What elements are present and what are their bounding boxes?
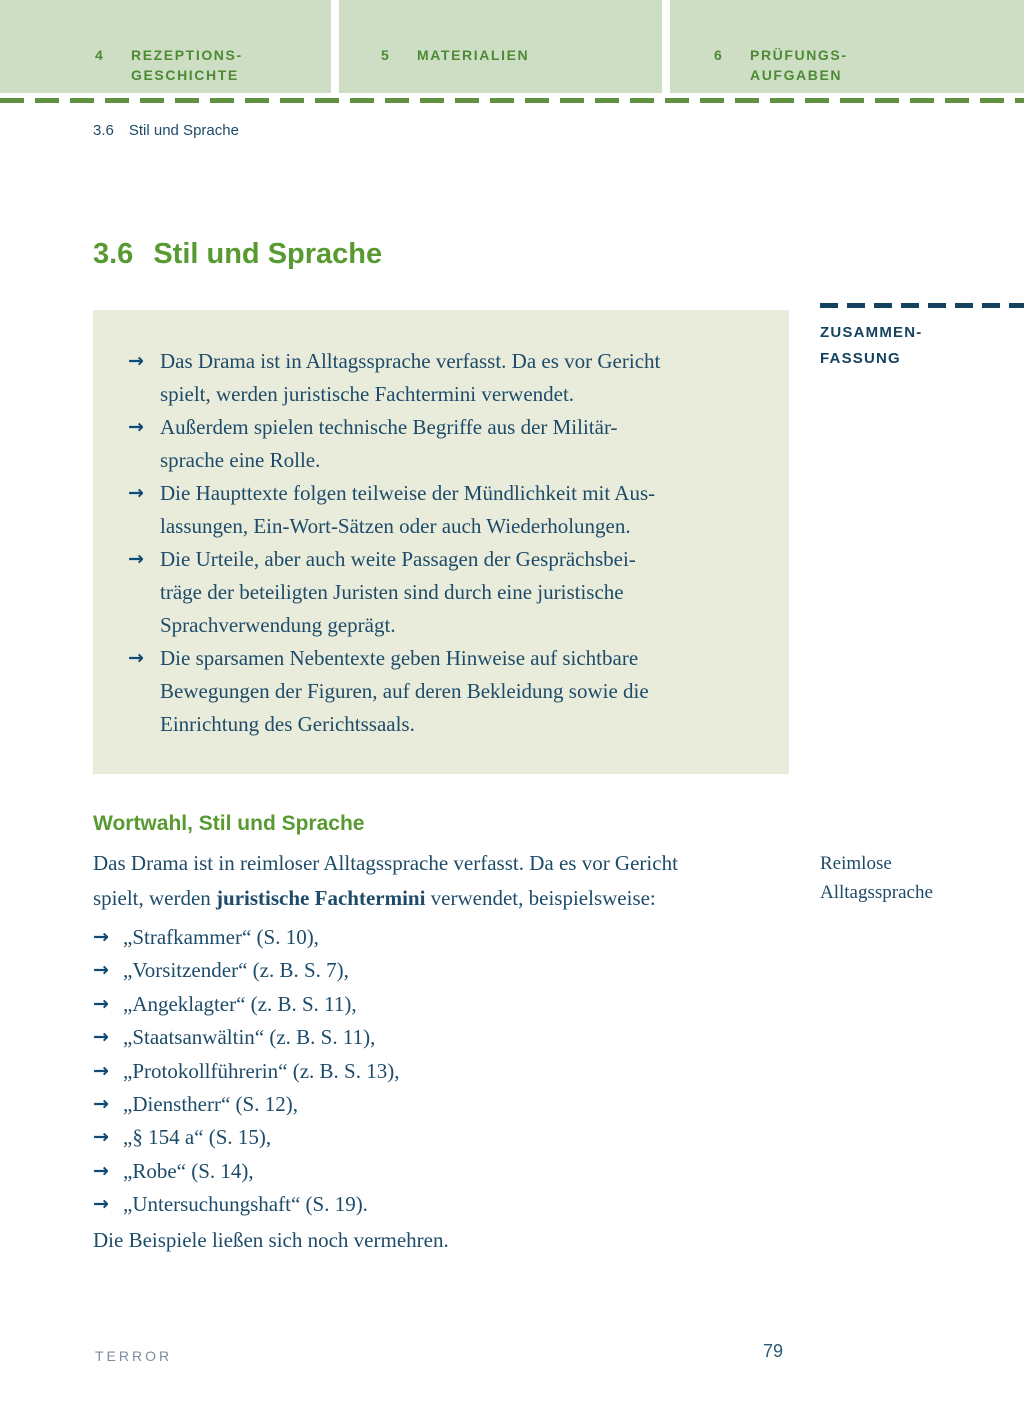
list-item: → „Protokollführerin“ (z. B. S. 13), [93,1055,449,1088]
tab-label: MATERIALIEN [417,47,530,63]
arrow-bullet-icon: → [93,1159,109,1182]
breadcrumb [93,122,239,139]
arrow-bullet-icon: → [128,482,144,504]
page-title [93,238,382,271]
arrow-bullet-icon: → [93,959,109,982]
tab-label: PRÜFUNGS- AUFGABEN [750,47,848,83]
section-heading: Wortwahl, Stil und Sprache [93,812,365,835]
tab-rezeptionsgeschichte [0,0,331,93]
list-item: → „Angeklagter“ (z. B. S. 11), [93,988,449,1021]
tab-number: 6 [714,47,722,63]
arrow-bullet-icon: → [93,926,109,948]
arrow-bullet-icon: → [128,548,144,570]
page-number: 79 [763,1341,784,1361]
summary-item-text: Die sparsamen Nebentexte geben Hinweise auf sichtbare Bewegungen der Figuren, auf deren Bekleidung sowie die Einrichtung des Gerichtssaals. [160,646,649,736]
dashed-separator-green [0,98,1024,103]
tab-materialien [339,0,662,93]
page-title-text: Stil und Sprache [153,238,383,270]
tab-pruefungsaufgaben [670,0,1024,93]
arrow-bullet-icon: → [93,1026,109,1049]
breadcrumb-number: 3.6 [93,122,114,139]
summary-item-text: Außerdem spielen technische Begriffe aus der Militär- sprache eine Rolle. [160,415,618,472]
arrow-bullet-icon: → [128,647,144,669]
chapter-tab-bar [0,0,1024,93]
list-item: → „Strafkammer“ (S. 10), [93,921,449,954]
section-paragraph [93,846,678,916]
breadcrumb-title: Stil und Sprache [128,122,239,139]
summary-item-text: Die Urteile, aber auch weite Passagen der Gesprächsbei- träge der beteiligten Juristen sind durch eine juristische Sprachverwendung geprägt. [160,547,636,637]
paragraph-line: Das Drama ist in reimloser Alltagssprache verfasst. Da es vor Gericht [93,851,678,875]
running-footer-book-title: TERROR [95,1348,173,1364]
summary-item [128,642,789,741]
list-item: → „Vorsitzender“ (z. B. S. 7), [93,954,449,987]
dashed-separator-navy [820,303,1024,308]
summary-item-text: Das Drama ist in Alltagssprache verfasst. Da es vor Gericht spielt, werden juristische Fachtermini verwendet. [160,349,661,406]
tab-number: 5 [381,47,389,63]
list-item: → „Dienstherr“ (S. 12), [93,1088,449,1121]
arrow-bullet-icon: → [93,1059,109,1082]
arrow-bullet-icon: → [93,1092,109,1115]
margin-label-zusammenfassung: ZUSAMMEN- FASSUNG [820,324,923,367]
arrow-bullet-icon: → [128,350,144,372]
summary-box [93,310,789,774]
summary-item [128,411,789,477]
example-list [93,921,449,1256]
tab-number: 4 [95,47,103,63]
page-title-number: 3.6 [93,238,134,270]
summary-item [128,543,789,642]
arrow-bullet-icon: → [93,1193,109,1216]
summary-item [128,477,789,543]
margin-note-reimlose-alltagssprache: Reimlose Alltagssprache [820,853,933,903]
arrow-bullet-icon: → [93,1126,109,1149]
bold-term: juristische Fachtermini [216,886,426,910]
arrow-bullet-icon: → [93,992,109,1015]
list-item: → „Robe“ (S. 14), [93,1155,449,1188]
list-item: → „Untersuchungshaft“ (S. 19). [93,1188,449,1221]
summary-item [128,345,789,411]
closing-sentence: Die Beispiele ließen sich noch vermehren. [93,1227,449,1252]
list-item: → „§ 154 a“ (S. 15), [93,1121,449,1154]
paragraph-line: spielt, werden juristische Fachtermini verwendet, beispielsweise: [93,886,656,910]
list-item: → „Staatsanwältin“ (z. B. S. 11), [93,1021,449,1054]
summary-item-text: Die Haupttexte folgen teilweise der Mündlichkeit mit Aus- lassungen, Ein-Wort-Sätzen oder auch Wiederholungen. [160,481,656,538]
arrow-bullet-icon: → [128,416,144,438]
tab-label: REZEPTIONS- GESCHICHTE [131,47,243,83]
